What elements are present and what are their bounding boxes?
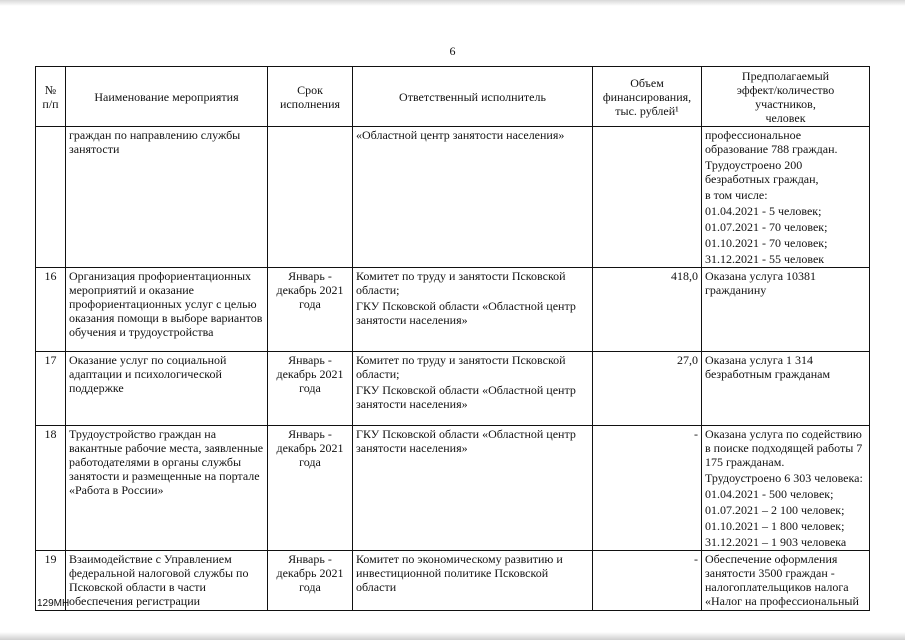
row-funding — [593, 127, 702, 268]
row-term: Январь - декабрь 2021 года — [268, 551, 353, 611]
header-funding: Объем финансирования, тыс. рублей¹ — [593, 67, 702, 127]
row-effect: профессиональное образование 788 граждан. Трудоустроено 200 безработных граждан, в том числе: 01.04.2021 - 5 человек; 01.07.2021 - 70 человек; 01.10.2021 - 70 человек; 31.12.2021 - 55 человек — [702, 127, 870, 268]
table-row — [36, 127, 870, 268]
row-num — [36, 127, 66, 268]
table-row — [36, 352, 870, 426]
row-executor: ГКУ Псковской области «Областной центр занятости населения» — [353, 426, 593, 551]
row-num: 17 — [36, 352, 66, 426]
row-effect: Оказана услуга 10381 гражданину — [702, 268, 870, 352]
page-number: 6 — [449, 44, 456, 58]
row-name: Взаимодействие с Управлением федеральной налоговой службы по Псковской области в части обеспечения регистрации — [66, 551, 268, 611]
row-executor: Комитет по труду и занятости Псковской области; ГКУ Псковской области «Областной центр занятости населения» — [353, 352, 593, 426]
header-term: Срок исполнения — [268, 67, 353, 127]
document-code: 129МН — [37, 598, 70, 609]
row-num: 16 — [36, 268, 66, 352]
row-term: Январь - декабрь 2021 года — [268, 268, 353, 352]
table-row — [36, 551, 870, 611]
row-effect: Обеспечение оформления занятости 3500 граждан - налогоплательщиков налога «Налог на профессиональный — [702, 551, 870, 611]
row-term: Январь - декабрь 2021 года — [268, 352, 353, 426]
row-name: Организация профориентационных мероприятий и оказание профориентационных услуг с целью оказания помощи в выборе вариантов обучения и трудоустройства — [66, 268, 268, 352]
row-executor: Комитет по экономическому развитию и инвестиционной политике Псковской области — [353, 551, 593, 611]
row-funding: - — [593, 426, 702, 551]
header-name: Наименование мероприятия — [66, 67, 268, 127]
row-effect: Оказана услуга 1 314 безработным гражданам — [702, 352, 870, 426]
row-effect: Оказана услуга по содействию в поиске подходящей работы 7 175 гражданам. Трудоустроено 6 303 человека: 01.04.2021 - 500 человек; 01.07.2021 – 2 100 человек; 01.10.2021 – 1 800 человек; 31.12.2021 – 1 903 человека — [702, 426, 870, 551]
scan-edge-top — [0, 0, 905, 6]
table-header-row — [36, 67, 870, 127]
row-name: Трудоустройство граждан на вакантные рабочие места, заявленные работодателями в органы службы занятости и размещенные на портале «Работа в России» — [66, 426, 268, 551]
row-name: граждан по направлению службы занятости — [66, 127, 268, 268]
header-num: № п/п — [36, 67, 66, 127]
measures-table — [35, 66, 870, 611]
header-executor: Ответственный исполнитель — [353, 67, 593, 127]
row-num: 19 — [36, 551, 66, 611]
scan-edge-bottom — [0, 632, 905, 640]
row-funding: 418,0 — [593, 268, 702, 352]
row-term — [268, 127, 353, 268]
table-row — [36, 426, 870, 551]
row-funding: 27,0 — [593, 352, 702, 426]
row-num: 18 — [36, 426, 66, 551]
row-executor: Комитет по труду и занятости Псковской области; ГКУ Псковской области «Областной центр занятости населения» — [353, 268, 593, 352]
row-executor: «Областной центр занятости населения» — [353, 127, 593, 268]
header-effect: Предполагаемый эффект/количество участников, человек — [702, 67, 870, 127]
row-name: Оказание услуг по социальной адаптации и психологической поддержке — [66, 352, 268, 426]
row-term: Январь - декабрь 2021 года — [268, 426, 353, 551]
row-funding: - — [593, 551, 702, 611]
table-row — [36, 268, 870, 352]
